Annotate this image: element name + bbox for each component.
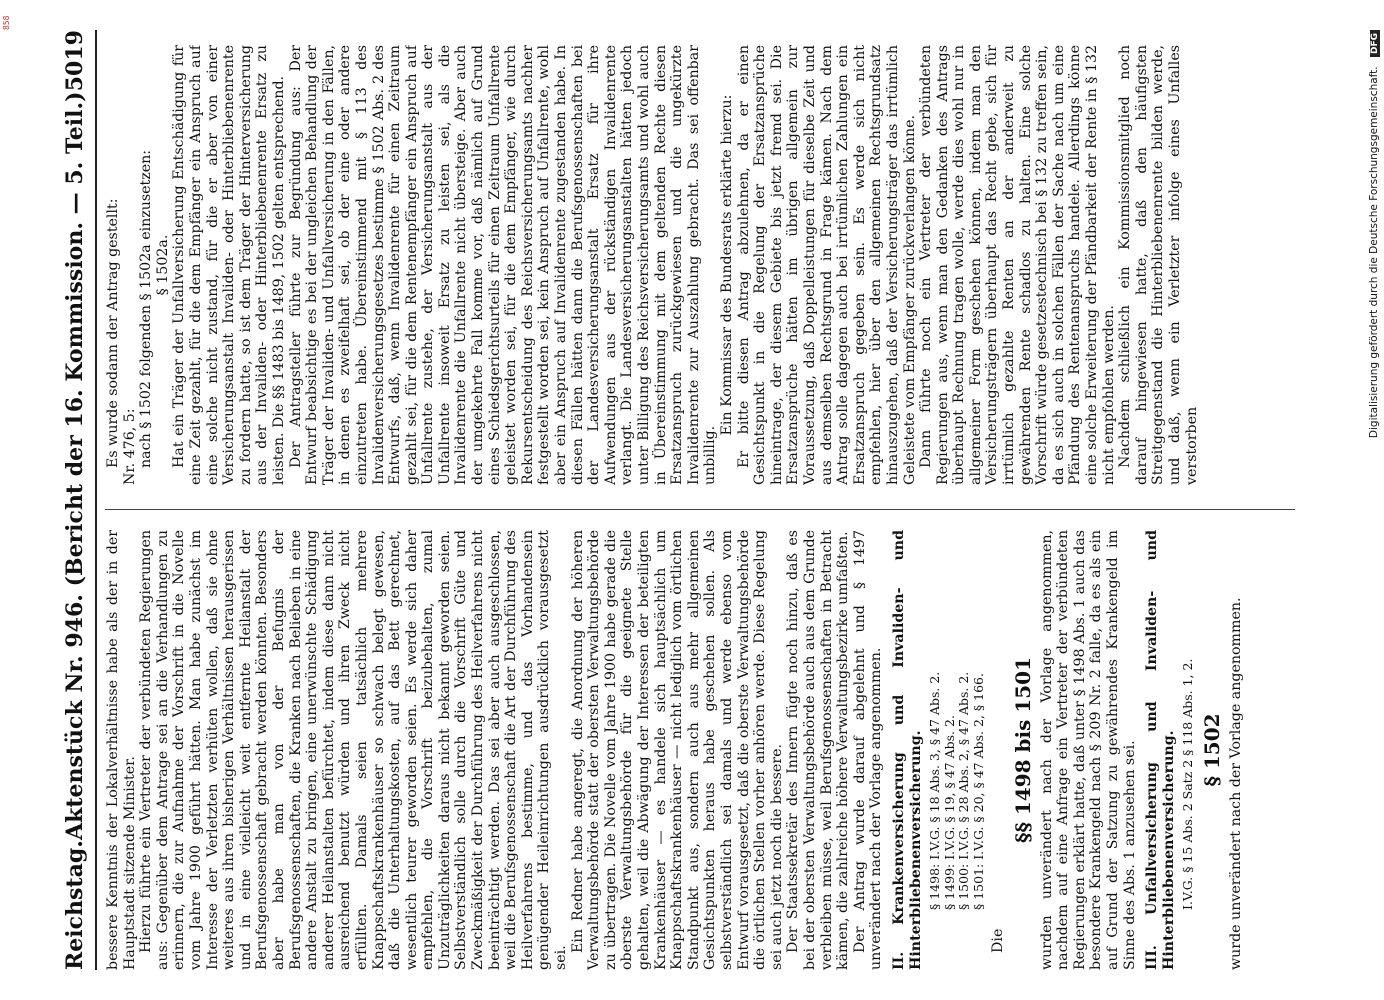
paragraph: Er bitte diesen Antrag abzulehnen, da er einen Gesichtspunkt in die Regelung der Ersatzansprüche hineintrage, der diesem Gebiete bis jetzt fremd sei. Die Ersatzansprüche hätten im übrigen allgemein zur Voraussetzung, daß Doppelleistungen für dieselbe Zeit und aus demselben Rechtsgrund in Frage kämen. Nach dem Antrag solle dagegen auch bei irrtümlichen Zahlungen ein Ersatzanspruch gegeben sein. Es werde sich nicht empfehlen, hier über den allgemeinen Rechtsgrundsatz hinauszugehen, daß der Versicherungsträger das irrtümlich Geleistete vom Empfänger zurückverlangen könne. (735, 45, 918, 485)
paragraph: Ein Redner habe angeregt, die Anordnung der höheren Verwaltungsbehörde statt der obersten Verwaltungsbehörde zu übertragen. Die Novelle vom Jahre 1900 habe gerade die oberste Verwaltungsbehörde für die geeignete Stelle gehalten, weil die Abwägung der Interessen der beteiligten Krankenhäuser — es handele sich hauptsächlich um Knappschaftskrankenhäuser — nicht lediglich vom örtlichen Standpunkt aus, sondern auch aus mehr allgemeinen Gesichtspunkten heraus habe geschehen sollen. Als selbstverständlich sei damals und werde ebenso vom Entwurf vorausgesetzt, daß die oberste Verwaltungsbehörde die örtlichen Stellen vorher anhören werde. Diese Regelung sei auch jetzt noch die bessere. (569, 530, 785, 970)
left-column (105, 530, 1305, 970)
list-item: § 1500: I.V.G. § 28 Abs. 2, § 47 Abs. 2. (956, 671, 972, 910)
section-heading: III. Unfallversicherung und Invaliden- und Hinterbliebenenversicherung. (1144, 530, 1177, 970)
list-item: § 1501: I.V.G. § 20, § 47 Abs. 2, § 166. (970, 673, 986, 910)
archive-stamp: 858 (2, 15, 11, 30)
paragraph: Es wurde sodann der Antrag gestellt: (105, 198, 121, 468)
section-number-heading: § 1502 (1199, 713, 1224, 787)
paragraph: Die (990, 928, 1007, 953)
column-divider (105, 509, 1295, 510)
paragraph: nach § 1502 folgenden § 1502a einzusetzen: (138, 149, 155, 468)
paragraph: Dann führte noch ein Vertreter der verbündeten Regierungen aus, wenn man den Gedanken des Antrags überhaupt Rechnung tragen wolle, werde dies wohl nur in allgemeiner Form geschehen können, indem man den Versicherungsträgern überhaupt das Recht gebe, sich für irrtümlich gezahlte Renten an der anderweit zu gewährenden Rente schadlos zu halten. Eine solche Vorschrift würde gesetzestechnisch bei § 132 zu treffen sein, da es sich auch in solchen Fällen der Sache nach um eine Pfändung des Rentenanspruchs handele. Allerdings könne eine solche Erweiterung der Pfändbarkeit der Rente in § 132 nicht empfohlen werden. (918, 45, 1117, 485)
list-item: I.V.G. § 15 Abs. 2 Satz 2 § 118 Abs. 1, 2. (1180, 658, 1196, 910)
header-title: Aktenstück Nr. 946. (Bericht der 16. Kommission. — 5. Teil.) (62, 91, 88, 840)
reference-list (1181, 530, 1196, 910)
section-number-heading: §§ 1498 bis 1501 (1010, 657, 1035, 843)
paragraph: wurden unverändert nach der Vorlage angenommen, nachdem auf eine Anfrage ein Vertreter der verbündeten Regierungen erklärt hatte, daß unter § 1498 Abs. 1 auch das besondere Krankengeld nach § 209 Nr. 2 falle, da es als ein auf Grund der Satzung zu gewährendes Krankengeld im Sinne des Abs. 1 anzusehen sei. (1038, 530, 1138, 970)
section-heading: II. Krankenversicherung und Invaliden- und Hinterbliebenenversicherung. (890, 530, 924, 970)
digitization-text: Digitalisierung gefördert durch die Deutsche Forschungsgemeinschaft. (1368, 66, 1380, 439)
digitization-note (1368, 30, 1382, 990)
right-column (105, 45, 1305, 485)
page-number: 5019 (62, 30, 88, 92)
list-item: § 1499: I.V.G. § 19, § 47 Abs. 2. (941, 715, 957, 910)
paragraph: Hat ein Träger der Unfallversicherung Entschädigung für eine Zeit gezahlt, für die dem Empfänger ein Anspruch auf eine solche nicht zustand, für die er aber von einer Versicherungsanstalt Invaliden- oder Hinterbliebenenrente zu fordern hatte, so ist dem Träger der Hinterversicherung aus der Invaliden- oder Hinterbliebenenrente Ersatz zu leisten. Die §§ 1483 bis 1489, 1502 gelten entsprechend. (171, 45, 287, 485)
reference-list (928, 530, 986, 910)
paragraph: Der Staatssekretär des Innern fügte noch hinzu, daß es bei der obersten Verwaltungsbehörde auch aus dem Grunde verbleiben müsse, weil Berufsgenossenschaften in Betracht kämen, die zahlreiche höhere Verwaltungsbezirke umfaßten. (785, 530, 852, 970)
section-number-heading: § 1502a. (154, 234, 171, 296)
paragraph: Ein Kommissar des Bundesrats erklärte hierzu: (718, 94, 735, 436)
paragraph: Der Antragsteller führte zur Begründung aus: Der Entwurf beabsichtige es bei der ungleichen Behandlung der Träger der Invaliden- und Unfallversicherung in den Fällen, in denen es zweifelhaft sei, ob der eine oder andere einzutreten habe. Übereinstimmend mit § 113 des Invalidenversicherungsgesetzes bestimme § 1502 Abs. 2 des Entwurfs, daß, wenn Invalidenrente für einen Zeitraum gezahlt sei, für die dem Rentenempfänger ein Anspruch auf Unfallrente zustehe, der Versicherungsanstalt aus der Unfallrente insoweit Ersatz zu leisten sei, als die Invalidenrente die Unfallrente nicht übersteige. Aber auch der umgekehrte Fall komme vor, daß nämlich auf Grund eines Schiedsgerichtsurteils für einen Zeitraum Unfallrente geleistet worden sei, für die dem Empfänger, wie durch Rekursentscheidung des Reichsversicherungsamts nachher festgestellt worden sei, kein Anspruch auf Unfallrente, wohl aber ein Anspruch auf Invalidenrente zugestanden habe. In diesen Fällen hätten dann die Berufsgenossenschaften bei der Landesversicherungsanstalt Ersatz für ihre Aufwendungen aus der rückständigen Invalidenrente verlangt. Die Landesversicherungsanstalten hätten jedoch unter Billigung des Reichsversicherungsamts und wohl auch in Übereinstimmung mit dem geltenden Rechte diesen Ersatzanspruch zurückgewiesen und die ungekürzte Invalidenrente zur Auszahlung gebracht. Das sei offenbar unbillig. (287, 45, 719, 485)
dfg-logo: DFG (1370, 30, 1380, 57)
page-header (55, 30, 97, 970)
paragraph: Nr. 476, 5: (121, 408, 138, 485)
paragraph: Nachdem schließlich ein Kommissionsmitglied noch darauf hingewiesen hatte, daß den häufigsten Streitgegenstand die Hinterbliebenenrente bilden werde, und daß, wenn ein Verletzter infolge eines Unfalles verstorben (1117, 45, 1200, 485)
paragraph: wurde unverändert nach der Vorlage angenommen. (1227, 597, 1244, 970)
paragraph: bessere Kenntnis der Lokalverhältnisse habe als der in der Hauptstadt sitzende Minister. (105, 530, 138, 970)
list-item: § 1498: I.V.G. § 18 Abs. 3, § 47 Abs. 2. (927, 671, 943, 910)
paragraph: Hierzu führte ein Vertreter der verbündeten Regierungen aus: Gegenüber dem Antrage sei an die Verhandlungen zu erinnern, die zur Aufnahme der Vorschrift in die Novelle vom Jahre 1900 geführt hätten. Man habe zunächst im Interesse der Verletzten verhüten wollen, daß sie ohne weiteres aus ihren bisherigen Verhältnissen herausgerissen und in eine vielleicht weit entfernte Heilanstalt der Berufsgenossenschaft gebracht werden könnten. Besonders aber habe man von der Befugnis der Berufsgenossenschaften, die Kranken nach Belieben in eine andere Anstalt zu bringen, eine unerwünschte Schädigung anderer Heilanstalten befürchtet, indem diese dann nicht ausreichend benutzt würden und ihren Zweck nicht erfüllten. Damals seien tatsächlich mehrere Knappschaftskrankenhäuser so schwach belegt gewesen, daß die Unterhaltungskosten, auf das Bett gerechnet, wesentlich teurer geworden seien. Es werde sich daher empfehlen, die Vorschrift beizubehalten, zumal Unzuträglichkeiten daraus nicht bekannt geworden seien. Selbstverständlich solle durch die Vorschrift Güte und Zweckmäßigkeit der Durchführung des Heilverfahrens nicht beeinträchtigt werden. Das sei aber auch ausgeschlossen, weil die Berufsgenossenschaft die Art der Durchführung des Heilverfahrens bestimme, und das Vorhandensein genügender Heileinrichtungen ausdrücklich vorausgesetzt sei. (138, 530, 570, 970)
header-left: Reichstag. (62, 840, 88, 970)
paragraph: Der Antrag wurde darauf abgelehnt und § 1497 unverändert nach der Vorlage angenommen. (851, 530, 885, 970)
